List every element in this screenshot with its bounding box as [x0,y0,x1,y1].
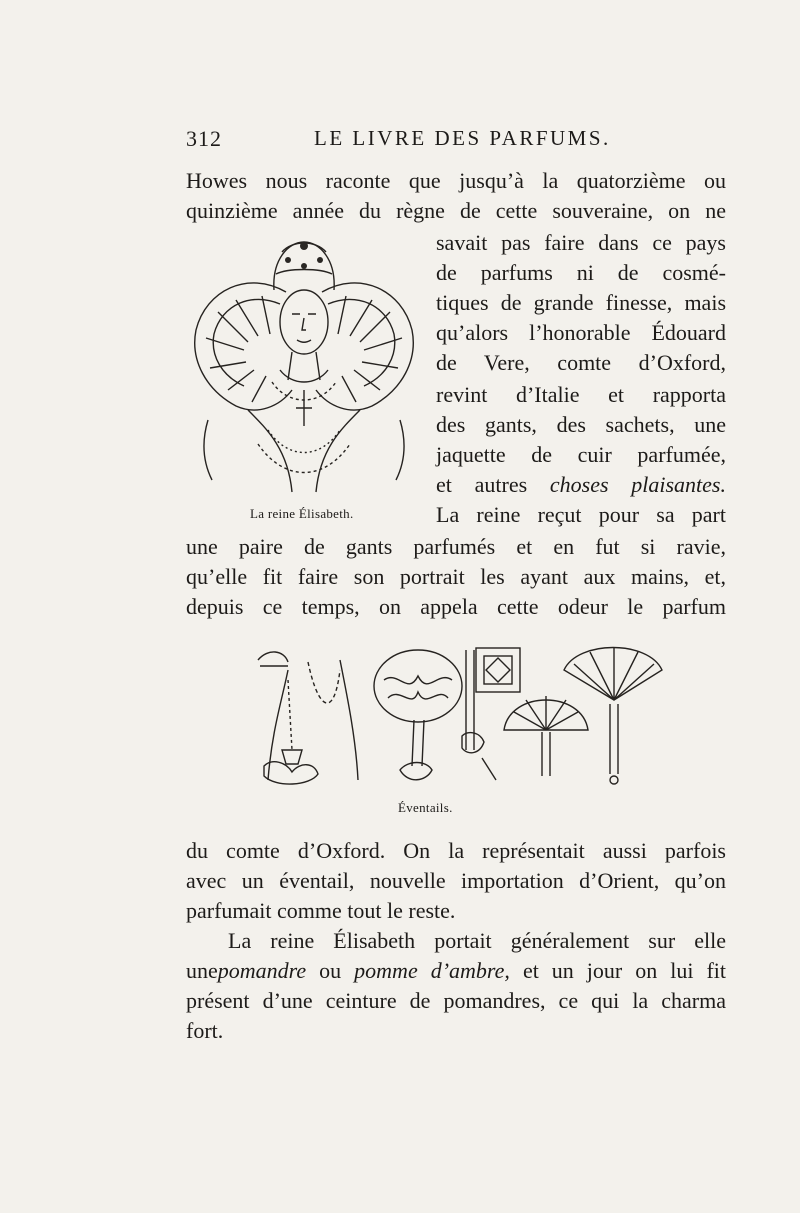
italic-phrase: pomandre [217,958,307,983]
text-line: Howes nous raconte que jusqu’à la quatorzième ou [186,168,726,193]
text-span: ou [319,958,342,983]
text-span: et autres [436,472,528,497]
text-line: La reine reçut pour sa part [436,502,726,527]
text-span: une [186,958,218,983]
figure-caption: Éventails. [398,800,453,815]
text-line: revint d’Italie et rapporta [436,382,726,407]
italic-phrase: choses plaisantes. [549,472,726,497]
figure-caption: La reine Élisabeth. [250,506,354,521]
text-line: de parfums ni de cosmé- [436,260,726,285]
text-line: du comte d’Oxford. On la représentait aussi parfois [186,838,726,863]
text-line: qu’alors l’honorable Édouard [436,320,726,345]
page-number: 312 [186,126,222,151]
text-line: parfumait comme tout le reste. [186,898,456,923]
queen-elizabeth-portrait-illustration [188,230,420,498]
text-span: et un jour on lui fit [522,958,727,983]
italic-phrase: pomme d’ambre, [354,958,510,983]
text-line: savait pas faire dans ce pays [436,230,726,255]
text-line: présent d’une ceinture de pomandres, ce qui la charma [186,988,726,1013]
text-line [436,470,726,500]
text-line: des gants, des sachets, une [436,412,726,437]
text-line: tiques de grande finesse, mais [436,290,726,315]
text-line: qu’elle fit faire son portrait les ayant aux mains, et, [186,564,726,589]
text-line: avec un éventail, nouvelle importation d’Orient, qu’on [186,868,726,893]
text-line: une paire de gants parfumés et en fut si ravie, [186,534,726,559]
text-line: quinzième année du règne de cette souveraine, on ne [186,198,726,223]
page-header [186,126,726,156]
running-title: LE LIVRE DES PARFUMS. [314,126,611,150]
text-line: fort. [186,1018,224,1043]
text-line: jaquette de cuir parfumée, [436,442,726,467]
text-line: La reine Élisabeth portait généralement sur elle [228,928,726,953]
fans-illustration [248,640,668,792]
text-line: de Vere, comte d’Oxford, [436,350,726,375]
text-line: depuis ce temps, on appela cette odeur le parfum [186,594,726,619]
text-line [186,956,726,986]
